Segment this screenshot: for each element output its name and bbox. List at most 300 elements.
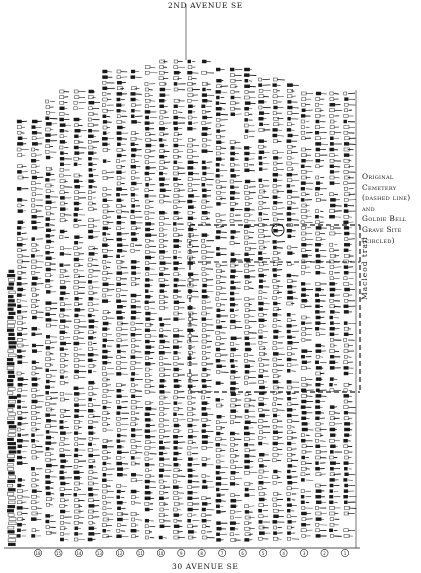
grave-plot [8, 278, 14, 281]
grave-plot [188, 66, 192, 69]
grave-plot [273, 89, 277, 92]
grave-plot [230, 197, 234, 200]
grave-plot [259, 425, 263, 428]
grave-plot [230, 186, 234, 189]
grave-plot [88, 448, 93, 451]
grave-plot [17, 400, 20, 403]
grave-plot [245, 454, 249, 457]
plot-inscription [334, 491, 339, 492]
grave-plot [103, 216, 107, 219]
grave-plot [46, 335, 49, 338]
row-number-label: 11 [137, 551, 143, 556]
grave-plot [60, 107, 65, 110]
grave-plot [302, 137, 306, 140]
grave-plot [61, 415, 64, 418]
grave-plot [8, 543, 15, 546]
grave-plot [302, 411, 306, 414]
grave-plot [8, 434, 15, 437]
grave-plot [8, 375, 14, 378]
grave-plot [159, 138, 162, 141]
grave-plot [89, 308, 93, 311]
grave-plot [330, 249, 334, 252]
grave-plot [9, 341, 17, 344]
grave-plot [288, 156, 291, 159]
grave-plot [301, 114, 305, 117]
grave-plot [131, 300, 135, 303]
grave-plot [88, 370, 91, 373]
grave-plot [117, 333, 120, 336]
grave-plot [103, 126, 107, 129]
grave-plot [245, 331, 249, 334]
grave-plot [287, 347, 291, 350]
grave-plot [102, 445, 106, 448]
grave-plot [45, 341, 50, 344]
grave-plot [273, 520, 277, 523]
grave-plot [8, 459, 14, 462]
grave-plot [344, 333, 348, 336]
grave-plot [345, 238, 348, 241]
grave-plot [330, 92, 334, 95]
grave-plot [301, 495, 304, 498]
grave-plot [301, 355, 304, 358]
plot-inscription [291, 527, 295, 528]
grave-plot [216, 146, 221, 149]
plot-inscription [206, 151, 213, 152]
grave-plot [32, 282, 37, 285]
grave-plot [60, 236, 63, 239]
grave-plot [216, 214, 220, 217]
grave-plot [60, 118, 64, 121]
grave-plot [18, 204, 21, 207]
grave-plot [145, 486, 149, 489]
north-road-label: 2ND AVENUE SE [168, 1, 243, 10]
plot-inscription [206, 218, 210, 219]
grave-plot [288, 100, 292, 103]
grave-plot [75, 409, 79, 412]
grave-plot [46, 190, 50, 193]
grave-plot [344, 120, 347, 123]
grave-plot [217, 527, 222, 530]
grave-plot [216, 398, 220, 401]
grave-plot [146, 183, 149, 186]
grave-plot [330, 98, 334, 101]
grave-plot [273, 84, 277, 87]
grave-plot [287, 369, 290, 372]
plot-inscription [150, 487, 157, 488]
grave-plot [216, 488, 219, 491]
grave-plot [9, 400, 16, 403]
grave-plot [103, 512, 106, 515]
grave-plot [31, 467, 34, 470]
grave-plot [31, 148, 34, 151]
grave-plot [8, 392, 13, 395]
grave-plot [131, 249, 135, 252]
grave-plot [259, 168, 262, 171]
grave-plot [7, 358, 13, 361]
grave-plot [8, 417, 15, 420]
grave-plot [145, 110, 150, 113]
plot-inscription [349, 284, 353, 285]
grave-plot [60, 532, 63, 535]
grave-plot [145, 301, 149, 304]
plot-inscription [64, 354, 69, 355]
grave-plot [46, 212, 50, 215]
grave-plot [131, 400, 136, 403]
grave-plot [288, 291, 293, 294]
grave-plot [46, 307, 50, 310]
grave-plot [103, 344, 106, 347]
grave-plot [287, 526, 291, 529]
plot-inscription [78, 248, 82, 249]
grave-plot [244, 471, 249, 474]
grave-plot [46, 218, 50, 221]
grave-plot [9, 518, 16, 521]
grave-plot [231, 113, 235, 116]
grave-plot [8, 354, 16, 357]
plot-inscription [64, 316, 70, 317]
grave-plot [245, 107, 249, 110]
burial-plots [7, 60, 356, 546]
grave-plot [8, 383, 14, 386]
grave-plot [74, 493, 77, 496]
grave-plot [46, 173, 50, 176]
grave-plot [301, 462, 305, 465]
grave-plot [31, 271, 35, 274]
grave-plot [9, 451, 16, 454]
grave-plot [160, 329, 163, 332]
grave-plot [131, 389, 135, 392]
grave-plot [244, 135, 247, 138]
grave-plot [287, 274, 291, 277]
grave-plot [273, 526, 276, 529]
grave-plot [46, 380, 49, 383]
grave-plot [131, 76, 135, 79]
grave-plot [259, 302, 264, 305]
grave-plot [315, 439, 318, 442]
grave-plot [301, 165, 304, 168]
grave-plot [216, 505, 219, 508]
grave-plot [288, 246, 291, 249]
plot-inscription [178, 509, 181, 510]
grave-plot [145, 390, 149, 393]
grave-plot [117, 400, 120, 403]
grave-plot [259, 162, 262, 165]
plot-inscription [334, 413, 340, 414]
grave-plot [160, 430, 165, 433]
grave-plot [344, 114, 348, 117]
grave-plot [188, 497, 193, 500]
plot-inscription [220, 512, 226, 513]
grave-plot [46, 486, 50, 489]
grave-plot [344, 232, 349, 235]
grave-plot [74, 269, 77, 272]
grave-plot [60, 398, 64, 401]
grave-plot [117, 456, 121, 459]
grave-plot [231, 90, 234, 93]
grave-plot [17, 523, 21, 526]
grave-plot [344, 366, 349, 369]
grave-plot [32, 154, 36, 157]
grave-plot [18, 131, 21, 134]
grave-plot [74, 488, 78, 491]
grave-plot [273, 532, 276, 535]
grave-plot [330, 383, 333, 386]
grave-plot [344, 277, 347, 280]
grave-plot [117, 406, 121, 409]
grave-plot [102, 496, 105, 499]
grave-plot [287, 358, 291, 361]
grave-plot [7, 493, 13, 496]
grave-plot [202, 463, 206, 466]
grave-plot [32, 204, 35, 207]
grave-plot [74, 415, 78, 418]
grave-plot [244, 124, 248, 127]
grave-plot [159, 245, 163, 248]
grave-plot [60, 230, 64, 233]
grave-plot [117, 350, 120, 353]
grave-plot [18, 266, 21, 269]
grave-plot [287, 319, 291, 322]
grave-plot [259, 436, 263, 439]
grave-plot [145, 446, 150, 449]
grave-plot [103, 423, 108, 426]
grave-plot [316, 467, 320, 470]
grave-plot [330, 322, 333, 325]
row-number-label: 10 [158, 551, 164, 556]
plot-inscription [36, 138, 44, 139]
grave-plot [117, 232, 121, 235]
grave-plot [159, 452, 163, 455]
grave-plot [74, 280, 78, 283]
grave-plot [102, 400, 107, 403]
grave-plot [188, 71, 193, 74]
grave-plot [231, 230, 236, 233]
grave-plot [102, 479, 106, 482]
grave-plot [188, 396, 192, 399]
grave-plot [31, 422, 35, 425]
grave-plot [145, 262, 149, 265]
grave-plot [216, 163, 219, 166]
grave-plot [103, 501, 107, 504]
grave-plot [46, 503, 50, 506]
grave-plot [103, 451, 108, 454]
grave-plot [117, 328, 122, 331]
row-number-label: 7 [220, 551, 224, 556]
plot-inscription [65, 131, 69, 132]
grave-plot [117, 529, 120, 532]
grave-plot [131, 456, 134, 459]
grave-plot [202, 206, 206, 209]
grave-plot [273, 201, 277, 204]
grave-plot [131, 92, 136, 95]
grave-plot [230, 516, 233, 519]
plot-inscription [320, 441, 326, 442]
grave-plot [117, 115, 120, 118]
plot-inscription [277, 482, 282, 483]
grave-plot [18, 355, 23, 358]
plot-inscription [334, 166, 340, 167]
grave-plot [302, 445, 306, 448]
plot-inscription [178, 380, 181, 381]
grave-plot [117, 496, 120, 499]
grave-plot [103, 266, 106, 269]
grave-plot [302, 506, 305, 509]
plot-inscription [277, 376, 281, 377]
grave-plot [202, 362, 206, 365]
grave-plot [174, 379, 178, 382]
grave-plot [117, 507, 120, 510]
grave-plot [8, 526, 14, 529]
plot-inscription [291, 203, 296, 204]
grave-plot [75, 96, 79, 99]
grave-plot [216, 230, 220, 233]
plot-inscription [306, 121, 310, 122]
grave-plot [74, 180, 79, 183]
plot-inscription [348, 239, 355, 240]
grave-plot [245, 79, 248, 82]
grave-plot [60, 303, 64, 306]
plot-inscription [64, 153, 69, 154]
grave-plot [316, 159, 320, 162]
grave-plot [32, 434, 35, 437]
grave-plot [302, 159, 306, 162]
grave-plot [329, 501, 333, 504]
grave-plot [202, 239, 205, 242]
grave-plot [174, 138, 178, 141]
south-road-label: 30 AVENUE SE [172, 562, 239, 571]
grave-plot [8, 505, 15, 508]
grave-plot [117, 70, 121, 73]
grave-plot [159, 273, 163, 276]
grave-plot [32, 193, 36, 196]
grave-plot [216, 298, 219, 301]
grave-plot [117, 98, 120, 101]
grave-plot [131, 199, 134, 202]
grave-plot [131, 277, 135, 280]
grave-plot [46, 111, 49, 114]
grave-plot [302, 148, 306, 151]
grave-plot [7, 325, 15, 328]
grave-plot [188, 418, 193, 421]
grave-plot [60, 252, 64, 255]
grave-plot [316, 271, 320, 274]
grave-plot [117, 182, 120, 185]
grave-plot [131, 210, 134, 213]
grave-plot [88, 280, 92, 283]
grave-plot [88, 129, 91, 132]
grave-plot [102, 356, 107, 359]
grave-plot [259, 145, 264, 148]
grave-plot [301, 198, 304, 201]
grave-plot [60, 325, 65, 328]
plot-inscription [21, 379, 28, 380]
grave-plot [160, 144, 164, 147]
grave-plot [259, 123, 262, 126]
grave-plot [216, 107, 221, 110]
grave-plot [258, 257, 262, 260]
grave-plot [287, 324, 292, 327]
grave-plot [174, 284, 177, 287]
grave-plot [217, 314, 221, 317]
grave-plot [202, 430, 206, 433]
grave-plot [89, 202, 93, 205]
grave-plot [117, 451, 121, 454]
grave-plot [273, 128, 278, 131]
grave-plot [174, 351, 178, 354]
grave-plot [88, 404, 92, 407]
grave-plot [75, 443, 78, 446]
grave-plot [18, 428, 21, 431]
grave-plot [202, 519, 206, 522]
grave-plot [146, 250, 150, 253]
grave-plot [202, 290, 206, 293]
grave-plot [202, 351, 205, 354]
grave-plot [231, 96, 234, 99]
plot-inscription [121, 245, 128, 246]
grave-plot [145, 228, 150, 231]
grave-plot [88, 359, 92, 362]
grave-plot [60, 381, 65, 384]
grave-plot [273, 196, 277, 199]
grave-plot [245, 197, 249, 200]
grave-plot [117, 76, 120, 79]
grave-plot [60, 168, 64, 171]
grave-plot [131, 378, 134, 381]
grave-plot [330, 126, 334, 129]
grave-plot [117, 238, 122, 241]
grave-plot [302, 394, 307, 397]
grave-plot [330, 103, 335, 106]
grave-plot [61, 359, 65, 362]
grave-plot [344, 467, 347, 470]
grave-plot [231, 146, 235, 149]
plot-inscription [163, 538, 167, 539]
grave-plot [202, 385, 206, 388]
grave-plot [259, 212, 262, 215]
grave-plot [160, 122, 163, 125]
grave-plot [217, 522, 221, 525]
grave-plot [8, 316, 14, 319]
grave-plot [117, 283, 121, 286]
grave-plot [173, 374, 178, 377]
grave-plot [216, 342, 220, 345]
grave-plot [188, 60, 191, 63]
grave-plot [145, 452, 149, 455]
grave-plot [131, 160, 135, 163]
plot-inscription [348, 357, 352, 358]
grave-plot [131, 462, 135, 465]
grave-plot [160, 200, 164, 203]
grave-plot [230, 404, 235, 407]
grave-plot [188, 110, 192, 113]
grave-plot [117, 81, 121, 84]
grave-plot [60, 510, 65, 513]
grave-plot [316, 221, 320, 224]
grave-plot [89, 454, 93, 457]
grave-plot [8, 530, 15, 533]
grave-plot [287, 218, 291, 221]
grave-plot [145, 122, 149, 125]
grave-plot [31, 266, 36, 269]
plot-inscription [192, 442, 196, 443]
grave-plot [131, 367, 135, 370]
grave-plot [344, 338, 347, 341]
grave-plot [202, 357, 206, 360]
grave-plot [159, 402, 163, 405]
grave-plot [302, 238, 305, 241]
grave-plot [131, 440, 135, 443]
plot-inscription [92, 523, 95, 524]
